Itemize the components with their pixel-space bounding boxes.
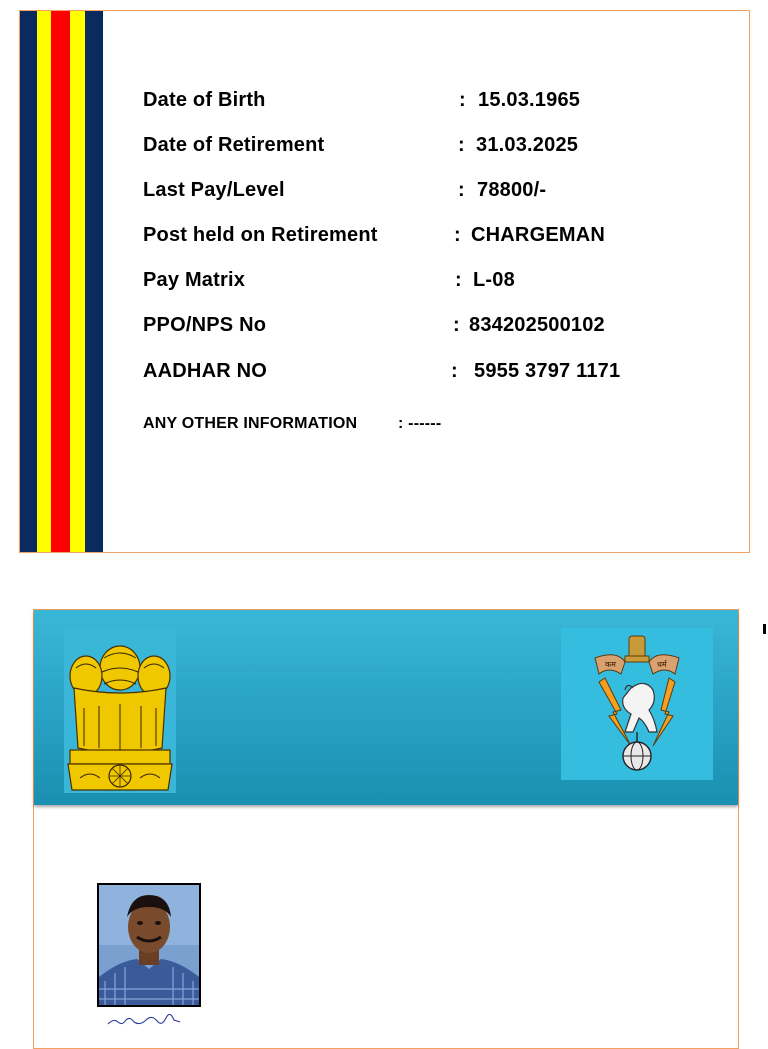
detail-row-post [143,224,643,250]
detail-label: Last Pay/Level [143,179,285,201]
detail-separator: : ------ [398,415,442,432]
scroll-text-left: कम [605,660,616,669]
stripe-red [51,11,70,552]
stripe-yellow [70,11,85,552]
detail-value: 5955 3797 1171 [474,360,621,382]
detail-separator: : [459,89,466,111]
detail-value: CHARGEMAN [471,224,606,246]
edge-mark [763,624,766,634]
detail-row-ppo [143,314,643,340]
detail-value: L-08 [473,269,515,291]
portrait-photo [97,883,201,1007]
scroll-text-right: धर्म [657,660,667,669]
detail-value: 78800/- [477,179,547,201]
detail-label: ANY OTHER INFORMATION [143,415,358,432]
header-banner [34,610,738,805]
detail-row-aadhar [143,360,653,386]
detail-row-dob [143,89,643,115]
detail-separator: : [458,134,465,156]
detail-separator: : [458,179,465,201]
stripe-navy [85,11,102,552]
signature-icon [104,1008,194,1028]
ribbon-stripes [20,11,103,552]
detail-label: Date of Retirement [143,134,325,156]
detail-label: AADHAR NO [143,360,268,382]
detail-separator: : [453,314,460,336]
detail-label: Date of Birth [143,89,266,111]
detail-value: 15.03.1965 [478,89,581,111]
corps-emblem-icon [561,628,713,780]
detail-row-retirement-date [143,134,643,160]
detail-value: 834202500102 [469,314,605,336]
stripe-yellow [37,11,51,552]
detail-separator: : [451,360,458,382]
detail-label: Pay Matrix [143,269,246,291]
id-card-back [19,10,750,553]
detail-row-pay-matrix [143,269,643,295]
id-card-front [33,609,739,1049]
national-emblem-icon [64,628,176,793]
detail-separator: : [454,224,461,246]
stripe-navy [20,11,37,552]
detail-value: 31.03.2025 [476,134,579,156]
detail-row-other [143,415,563,437]
detail-label: Post held on Retirement [143,224,378,246]
detail-label: PPO/NPS No [143,314,267,336]
detail-row-last-pay [143,179,643,205]
detail-separator: : [455,269,462,291]
